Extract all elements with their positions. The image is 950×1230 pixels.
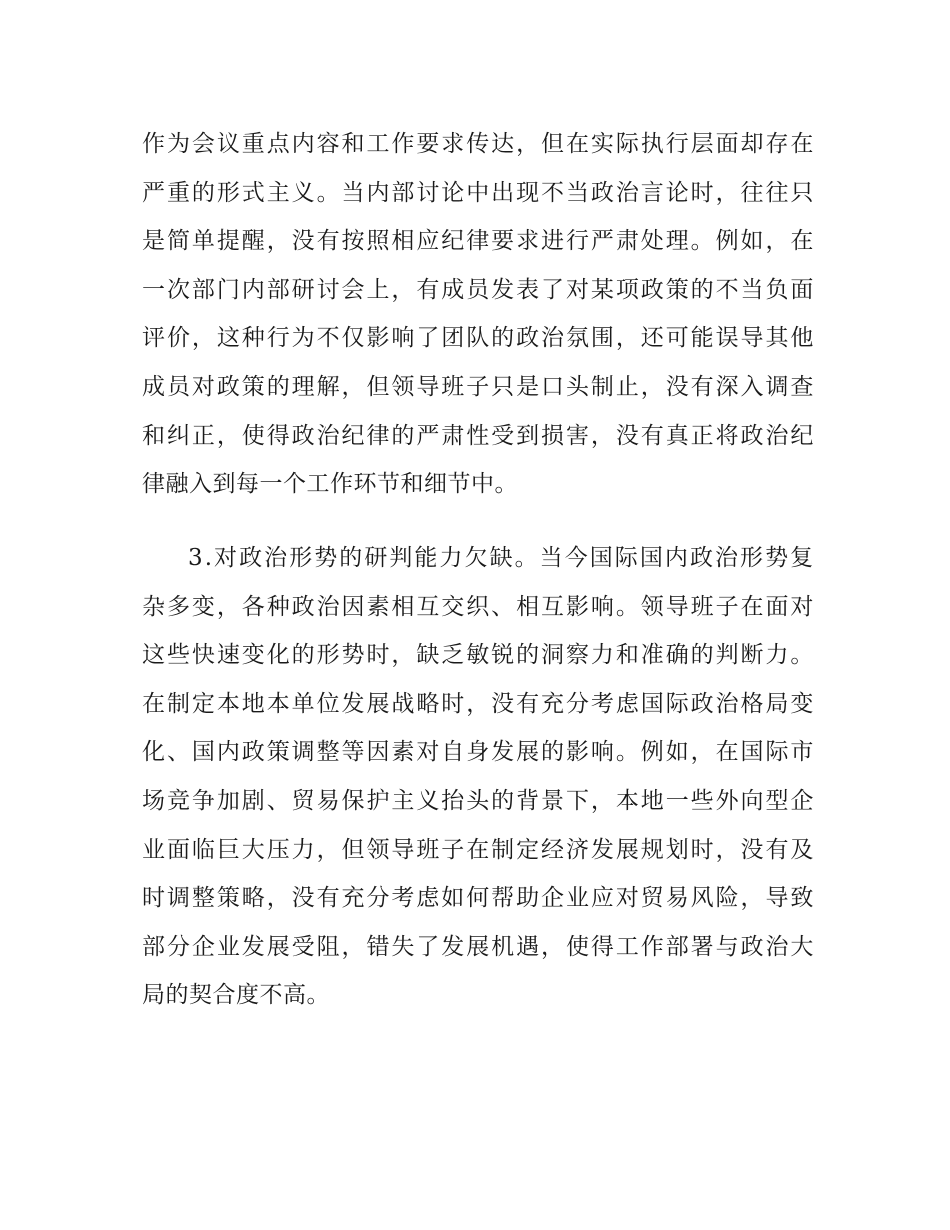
paragraph-1 (142, 120, 814, 509)
paragraph-line: 评 价 ， 这 种 行 为 不 仅 影 响 了 团 队 的 政 治 氛 围 ， 还 可 能 误 导 其 他 (142, 325, 814, 352)
paragraph-line: 是 简 单 提 醒 ， 没 有 按 照 相 应 纪 律 要 求 进 行 严 肃 处 理 。 例 如 ， 在 (142, 228, 814, 255)
paragraph-line: 场 竞 争 加 剧 、 贸 易 保 护 主 义 抬 头 的 背 景 下 ， 本 地 一 些 外 向 型 企 (142, 787, 814, 814)
paragraph-line: 时 调 整 策 略 ， 没 有 充 分 考 虑 如 何 帮 助 企 业 应 对 贸 易 风 险 ， 导 致 (142, 885, 814, 912)
paragraph-line: 律融入到每一个工作环节和细节中。 (142, 471, 518, 498)
paragraph-line: 作 为 会 议 重 点 内 容 和 工 作 要 求 传 达 ， 但 在 实 际 执 行 层 面 却 存 在 (142, 131, 814, 157)
paragraph-line: 杂 多 变 ， 各 种 政 治 因 素 相 互 交 织 、 相 互 影 响 。 领 导 班 子 在 面 对 (142, 593, 814, 620)
paragraph-line: 这 些 快 速 变 化 的 形 势 时 ， 缺 乏 敏 锐 的 洞 察 力 和 准 确 的 判 断 力 。 (142, 642, 814, 669)
paragraph-2 (142, 534, 814, 1020)
paragraph-line: 成 员 对 政 策 的 理 解 ， 但 领 导 班 子 只 是 口 头 制 止 ， 没 有 深 入 调 查 (142, 373, 814, 400)
paragraph-line: 和 纠 正 ， 使 得 政 治 纪 律 的 严 肃 性 受 到 损 害 ， 没 有 真 正 将 政 治 纪 (142, 422, 814, 449)
paragraph-line: 3 . 对 政 治 形 势 的 研 判 能 力 欠 缺 。 当 今 国 际 国 内 政 治 形 势 复 (188, 545, 814, 571)
paragraph-line: 局的契合度不高。 (142, 982, 330, 1009)
paragraph-line: 部 分 企 业 发 展 受 阻 ， 错 失 了 发 展 机 遇 ， 使 得 工 作 部 署 与 政 治 大 (142, 933, 814, 960)
paragraph-line: 化 、 国 内 政 策 调 整 等 因 素 对 自 身 发 展 的 影 响 。 例 如 ， 在 国 际 市 (142, 739, 814, 766)
paragraph-line: 一 次 部 门 内 部 研 讨 会 上 ， 有 成 员 发 表 了 对 某 项 政 策 的 不 当 负 面 (142, 276, 814, 303)
paragraph-line: 业 面 临 巨 大 压 力 ， 但 领 导 班 子 在 制 定 经 济 发 展 规 划 时 ， 没 有 及 (142, 836, 814, 863)
paragraph-line: 在 制 定 本 地 本 单 位 发 展 战 略 时 ， 没 有 充 分 考 虑 国 际 政 治 格 局 变 (142, 690, 814, 717)
paragraph-line: 严 重 的 形 式 主 义 。 当 内 部 讨 论 中 出 现 不 当 政 治 言 论 时 ， 往 往 只 (142, 179, 814, 206)
